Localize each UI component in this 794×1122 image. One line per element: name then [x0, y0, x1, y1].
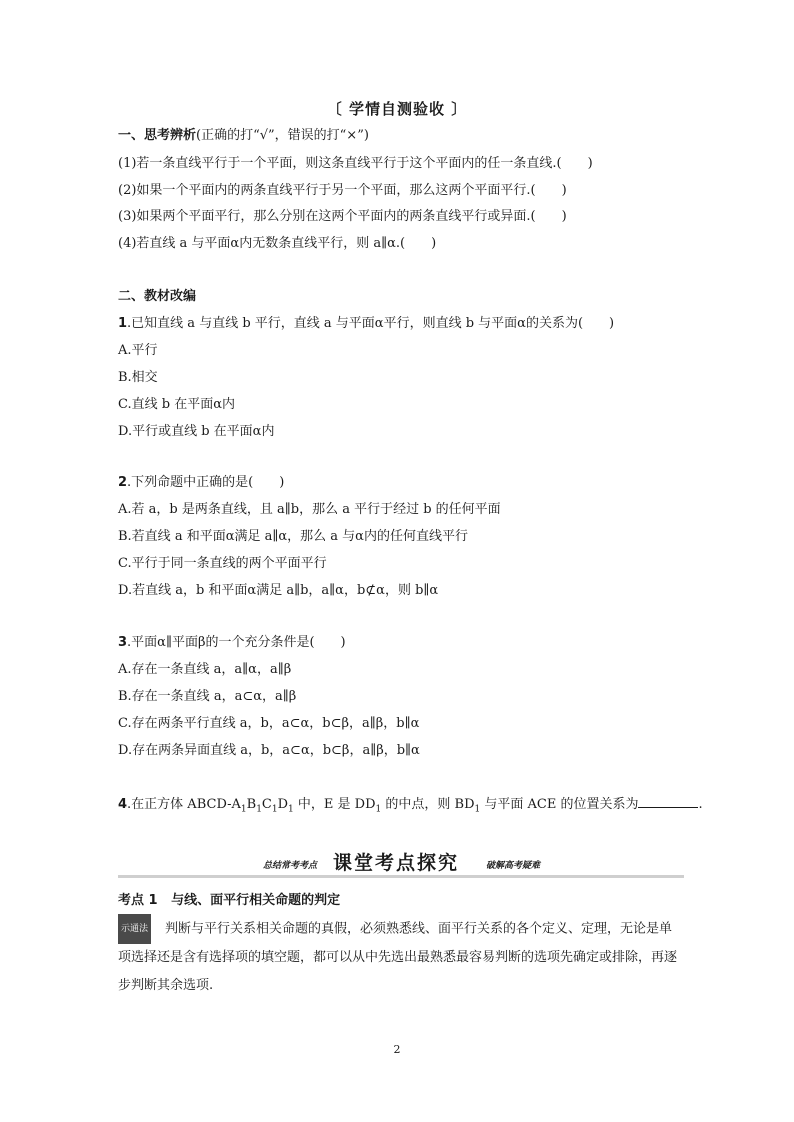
- banner-left-caption: 总结常考考点: [263, 861, 318, 871]
- subscript: 1: [271, 804, 278, 815]
- subscript: 1: [375, 804, 382, 815]
- question-1-text: .已知直线 a 与直线 b 平行，直线 a 与平面α平行，则直线 b 与平面α的关系为( ): [127, 316, 615, 331]
- section1-title: 一、思考辨析: [118, 128, 197, 143]
- question-2-number: 2: [118, 475, 128, 490]
- banner-title: 课堂考点探究: [333, 852, 460, 874]
- question-2-text: .下列命题中正确的是( ): [127, 475, 285, 490]
- question-3-number: 3: [118, 635, 128, 650]
- question-4-text-e: 中，E 是 DD: [293, 797, 376, 812]
- subscript: 1: [240, 804, 247, 815]
- kaodian-title: 与线、面平行相关命题的判定: [171, 893, 341, 908]
- question-1-option-c: C.直线 b 在平面α内: [118, 397, 235, 412]
- banner-right-caption: 破解高考疑难: [486, 861, 541, 871]
- question-3-option-b: B.存在一条直线 a，a⊂α，a∥β: [118, 689, 297, 704]
- subscript: 1: [288, 804, 294, 815]
- question-3-option-c: C.存在两条平行直线 a，b，a⊂α，b⊂β，a∥β，b∥α: [118, 716, 420, 731]
- question-4-text-a: .在正方体 ABCD-A: [127, 797, 241, 812]
- method-badge: 示通法: [118, 914, 151, 944]
- section1-instruction: (正确的打“√”，错误的打“×”): [196, 128, 369, 143]
- section2-title: 二、教材改编: [118, 289, 197, 304]
- question-3-option-d: D.存在两条异面直线 a，b，a⊂α，b⊂β，a∥β，b∥α: [118, 743, 420, 758]
- question-4-text-b: B: [246, 797, 257, 812]
- page-number: 2: [393, 1043, 401, 1056]
- question-4-text-d: D: [277, 797, 289, 812]
- question-1-option-d: D.平行或直线 b 在平面α内: [118, 424, 275, 439]
- question-1-number: 1: [118, 316, 128, 331]
- kaodian-label: 考点 1: [118, 893, 158, 908]
- question-1-option-b: B.相交: [118, 370, 158, 385]
- judge-item-2: (2)如果一个平面内的两条直线平行于另一个平面，那么这两个平面平行.( ): [118, 183, 567, 198]
- question-3-stem: [118, 634, 346, 652]
- heading-bracket-left: 〔: [326, 100, 343, 118]
- question-3-text: .平面α∥平面β的一个充分条件是( ): [127, 635, 346, 650]
- question-4-text-g: 与平面 ACE 的位置关系为: [480, 797, 639, 812]
- kaodian-header: [118, 892, 340, 910]
- question-3-option-a: A.存在一条直线 a，a∥α，a∥β: [118, 662, 292, 677]
- question-2-option-d: D.若直线 a，b 和平面α满足 a∥b，a∥α，b⊄α，则 b∥α: [118, 583, 439, 598]
- heading-title: 学情自测验收: [348, 100, 445, 118]
- heading-bracket-right: 〕: [451, 100, 468, 118]
- judge-item-1: (1)若一条直线平行于一个平面，则这条直线平行于这个平面内的任一条直线.( ): [118, 156, 593, 171]
- question-1-stem: [118, 315, 614, 333]
- question-2-stem: [118, 474, 284, 492]
- question-2-option-a: A.若 a，b 是两条直线，且 a∥b，那么 a 平行于经过 b 的任何平面: [118, 502, 501, 517]
- section1-header: [118, 127, 369, 145]
- section-heading: [0, 98, 794, 119]
- section-banner: [118, 848, 684, 878]
- question-2-option-b: B.若直线 a 和平面α满足 a∥α，那么 a 与α内的任何直线平行: [118, 529, 468, 544]
- banner-divider: [118, 875, 684, 878]
- answer-blank[interactable]: [638, 795, 698, 808]
- subscript: 1: [474, 804, 481, 815]
- question-4-text-f: 的中点，则 BD: [381, 797, 475, 812]
- judge-item-4: (4)若直线 a 与平面α内无数条直线平行，则 a∥α.( ): [118, 236, 437, 251]
- question-2-option-c: C.平行于同一条直线的两个平面平行: [118, 556, 327, 571]
- method-text: 判断与平行关系相关命题的真假，必须熟悉线、面平行关系的各个定义、定理，无论是单项选择还是含有选择项的填空题，都可以从中先选出最熟悉最容易判断的选项先确定或排除，再逐步判断其余选项.: [118, 921, 678, 993]
- subscript: 1: [256, 804, 262, 815]
- judge-item-3: (3)如果两个平面平行，那么分别在这两个平面内的两条直线平行或异面.( ): [118, 209, 567, 224]
- question-4-end: .: [698, 797, 703, 812]
- question-4: [118, 795, 703, 819]
- question-1-option-a: A.平行: [118, 343, 158, 358]
- method-paragraph: [118, 914, 684, 1000]
- question-4-text-c: C: [261, 797, 272, 812]
- question-4-number: 4: [118, 797, 128, 812]
